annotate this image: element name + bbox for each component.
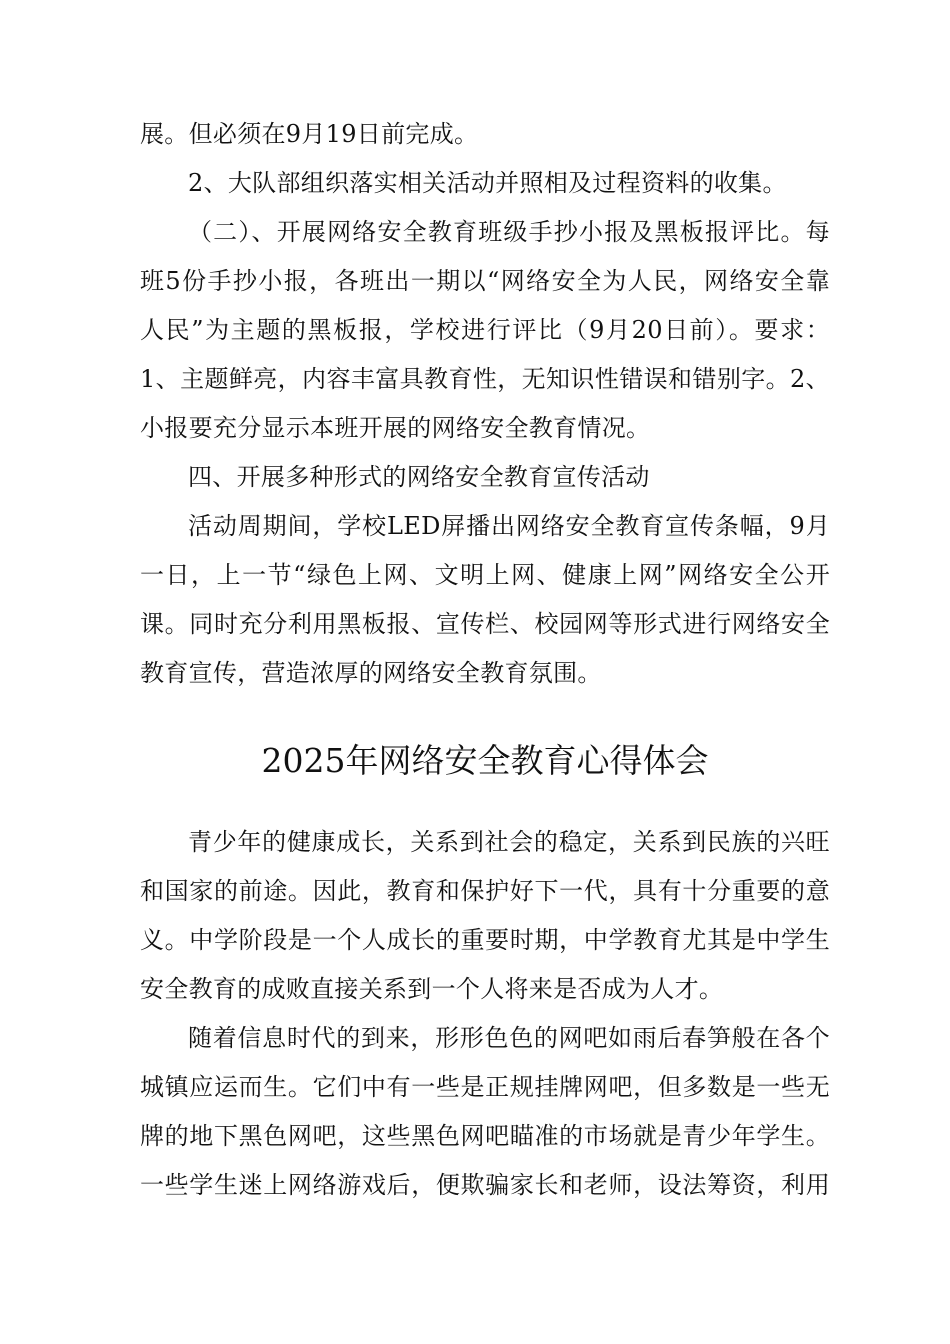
text-line: 小报要充分显示本班开展的网络安全教育情况。 <box>140 414 651 442</box>
text-line: 城镇应运而生。它们中有一些是正规挂牌网吧，但多数是一些无 <box>140 1073 830 1101</box>
text-line: 一些学生迷上网络游戏后，便欺骗家长和老师，设法筹资，利用 <box>140 1171 830 1199</box>
text-line: 班5份手抄小报，各班出一期以“网络安全为人民，网络安全靠 <box>140 267 830 295</box>
body-text-section-2 <box>140 818 830 1210</box>
text-line: 活动周期间，学校LED屏播出网络安全教育宣传条幅，9月 <box>188 512 830 540</box>
text-line: 人民”为主题的黑板报，学校进行评比（9月20日前）。要求： <box>140 316 830 344</box>
document-title: 2025年网络安全教育心得体会 <box>261 741 709 780</box>
text-line: 和国家的前途。因此，教育和保护好下一代，具有十分重要的意 <box>140 877 830 905</box>
text-line: 随着信息时代的到来，形形色色的网吧如雨后春笋般在各个 <box>188 1024 830 1052</box>
text-line: 课。同时充分利用黑板报、宣传栏、校园网等形式进行网络安全 <box>140 610 830 638</box>
body-text-section-1 <box>140 110 830 698</box>
text-line: 安全教育的成败直接关系到一个人将来是否成为人才。 <box>140 975 724 1003</box>
text-line: 牌的地下黑色网吧，这些黑色网吧瞄准的市场就是青少年学生。 <box>140 1122 830 1150</box>
text-line: 义。中学阶段是一个人成长的重要时期，中学教育尤其是中学生 <box>140 926 830 954</box>
section-heading: 四、开展多种形式的网络安全教育宣传活动 <box>188 463 650 491</box>
text-line: 1、主题鲜亮，内容丰富具教育性，无知识性错误和错别字。2、 <box>140 365 830 393</box>
text-line: 青少年的健康成长，关系到社会的稳定，关系到民族的兴旺 <box>188 828 830 856</box>
text-line: 教育宣传，营造浓厚的网络安全教育氛围。 <box>140 659 602 687</box>
text-line: 2、大队部组织落实相关活动并照相及过程资料的收集。 <box>188 169 787 197</box>
text-line: 一日，上一节“绿色上网、文明上网、健康上网”网络安全公开 <box>140 561 830 589</box>
text-line: 展。但必须在9月19日前完成。 <box>140 120 479 148</box>
text-line: （二）、开展网络安全教育班级手抄小报及黑板报评比。每 <box>188 218 830 246</box>
